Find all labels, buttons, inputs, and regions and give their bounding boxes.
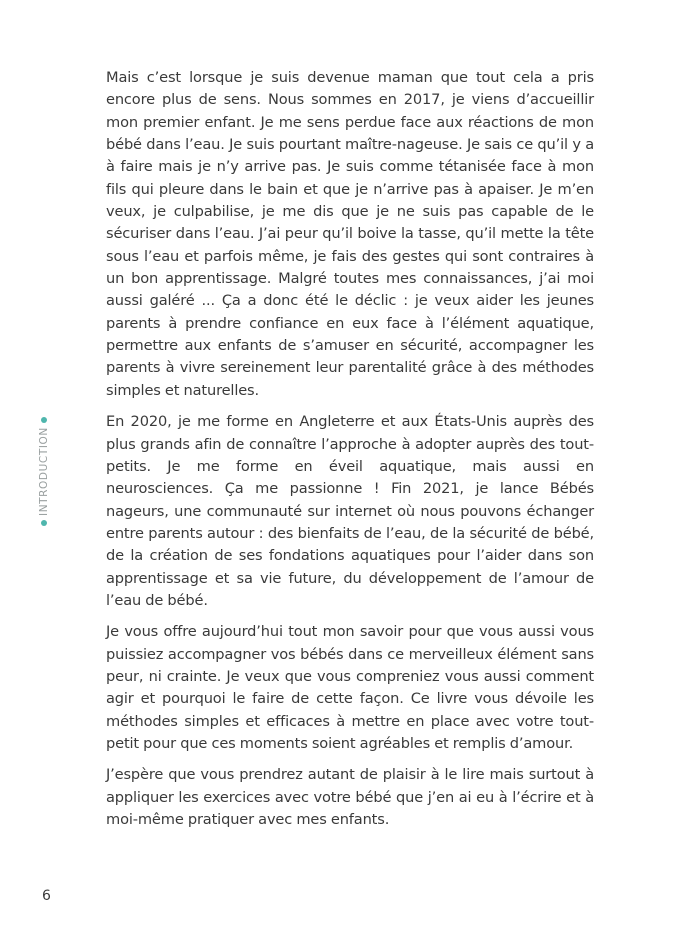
paragraph: Je vous offre aujourd’hui tout mon savoir pour que vous aussi vous puissiez accompagner vos bébés dans ce merveilleux élément sans peur, ni crainte. Je veux que vous compreniez vous aussi comment agir et pourquoi le faire de cette façon. Ce livre vous dévoile les méthodes simples et efficaces à mettre en place avec votre tout-petit pour que ces moments soient agréables et remplis d’amour. xyxy=(106,623,594,752)
page-number: 6 xyxy=(42,888,51,904)
body-text xyxy=(106,67,594,840)
section-side-label xyxy=(38,417,50,526)
paragraph: J’espère que vous prendrez autant de plaisir à le lire mais surtout à appliquer les exercices avec votre bébé que j’en ai eu à l’écrire et à moi-même pratiquer avec mes enfants. xyxy=(106,766,594,828)
paragraph: En 2020, je me forme en Angleterre et aux États-Unis auprès des plus grands afin de connaître l’approche à adopter auprès des tout-petits. Je me forme en éveil aquatique, mais aussi en neurosciences. Ça me passionne ! Fin 2021, je lance Bébés nageurs, une communauté sur internet où nous pouvons échanger entre parents autour : des bienfaits de l’eau, de la sécurité de bébé, de la création de ses fondations aquatiques pour l’aider dans son apprentissage et sa vie future, du développement de l’amour de l’eau de bébé. xyxy=(106,413,594,609)
paragraph: Mais c’est lorsque je suis devenue maman que tout cela a pris encore plus de sens. Nous sommes en 2017, je viens d’accueillir mon premier enfant. Je me sens perdue face aux réactions de mon bébé dans l’eau. Je suis pourtant maître-nageuse. Je sais ce qu’il y a à faire mais je n’y arrive pas. Je suis comme tétanisée face à mon fils qui pleure dans le bain et que je n’arrive pas à apaiser. Je m’en veux, je culpabilise, je me dis que je ne suis pas capable de le sécuriser dans l’eau. J’ai peur qu’il boive la tasse, qu’il mette la tête sous l’eau et parfois même, je fais des gestes qui sont contraires à un bon apprentissage. Malgré toutes mes connaissances, j’ai moi aussi galéré ... Ça a donc été le déclic : je veux aider les jeunes parents à prendre confiance en eux face à l’élément aquatique, permettre aux enfants de s’amuser en sécurité, accompagner les parents à vivre sereinement leur parentalité grâce à des méthodes simples et naturelles. xyxy=(106,69,594,399)
section-label-text: INTRODUCTION xyxy=(38,427,50,516)
bullet-dot-icon xyxy=(41,520,47,526)
bullet-dot-icon xyxy=(41,417,47,423)
